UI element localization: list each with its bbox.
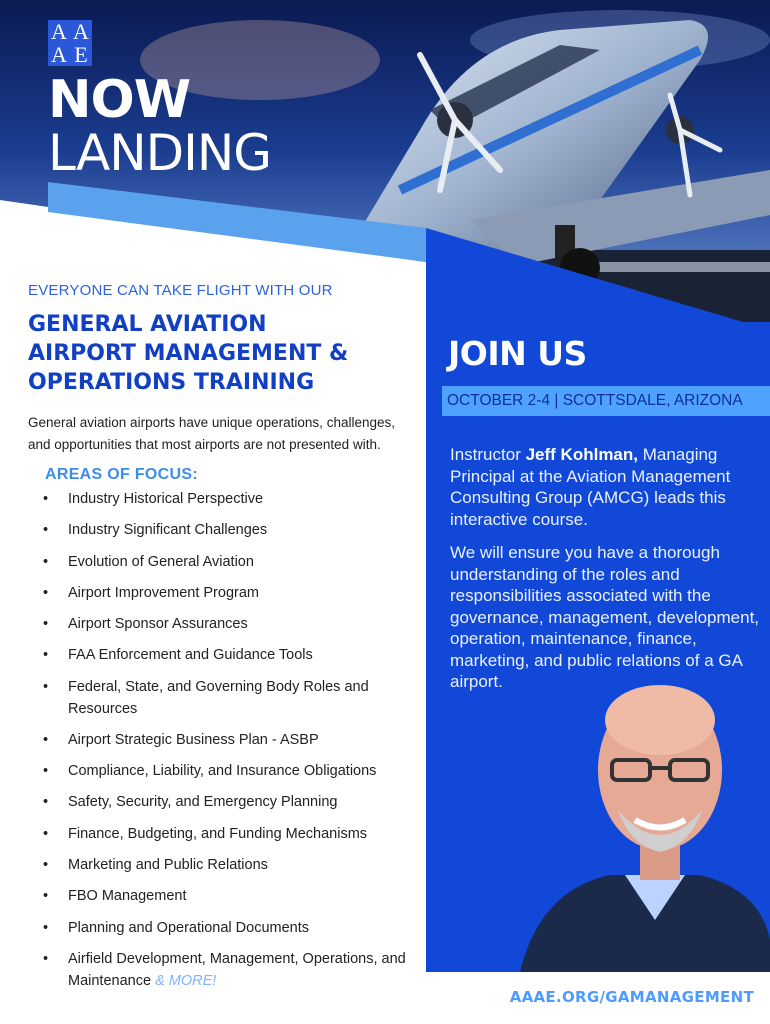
more-label: & MORE! — [155, 972, 217, 989]
instructor-name: Jeff Kohlman, — [525, 445, 638, 464]
instructor-photo — [500, 660, 770, 972]
hero-title-landing: LANDING — [48, 124, 272, 182]
focus-title: AREAS OF FOCUS: — [45, 466, 198, 483]
course-promise: We will ensure you have a thorough understanding of the roles and responsibilities associated with the governance, management, development, operation, maintenance, finance, marketing, and public relations of a GA airport. — [450, 543, 760, 691]
list-item: • Airfield Development, Management, Operations, and Maintenance & MORE! — [28, 948, 418, 992]
tagline: EVERYONE CAN TAKE FLIGHT WITH OUR — [28, 282, 333, 299]
list-item: • Marketing and Public Relations — [28, 854, 418, 876]
list-item: • Airport Sponsor Assurances — [28, 613, 418, 635]
instructor-photo-art — [500, 660, 770, 972]
list-item: • Industry Historical Perspective — [28, 488, 418, 510]
list-item: • Federal, State, and Governing Body Roles and Resources — [28, 676, 418, 720]
course-description: General aviation airports have unique operations, challenges, and opportunities that most airports are not presented with. — [28, 415, 395, 452]
hero-banner — [0, 0, 770, 330]
list-item: • Airport Improvement Program — [28, 582, 418, 604]
list-item: • Safety, Security, and Emergency Planning — [28, 791, 418, 813]
focus-list — [28, 488, 418, 992]
website-link[interactable]: AAAE.ORG/GAMANAGEMENT — [509, 988, 754, 1006]
aaae-logo: A A A E — [48, 20, 92, 66]
list-item: • Airport Strategic Business Plan - ASBP — [28, 729, 418, 751]
instructor-info: Instructor Jeff Kohlman, Managing Principal at the Aviation Management Consulting Group (AMCG) leads this interactive course. — [450, 445, 731, 529]
list-item: • FBO Management — [28, 885, 418, 907]
list-item: • Industry Significant Challenges — [28, 519, 418, 541]
join-us-heading: JOIN US — [448, 334, 587, 373]
list-item: • Finance, Budgeting, and Funding Mechanisms — [28, 823, 418, 845]
course-headline: GENERAL AVIATION AIRPORT MANAGEMENT & OPERATIONS TRAINING — [28, 312, 349, 395]
list-item: • Planning and Operational Documents — [28, 917, 418, 939]
list-item: • Evolution of General Aviation — [28, 551, 418, 573]
list-item: • FAA Enforcement and Guidance Tools — [28, 644, 418, 666]
course-overview — [28, 282, 418, 1001]
hero-title-now: NOW — [48, 70, 191, 130]
event-date-location: OCTOBER 2-4 | SCOTTSDALE, ARIZONA — [442, 386, 770, 416]
list-item: • Compliance, Liability, and Insurance Obligations — [28, 760, 418, 782]
